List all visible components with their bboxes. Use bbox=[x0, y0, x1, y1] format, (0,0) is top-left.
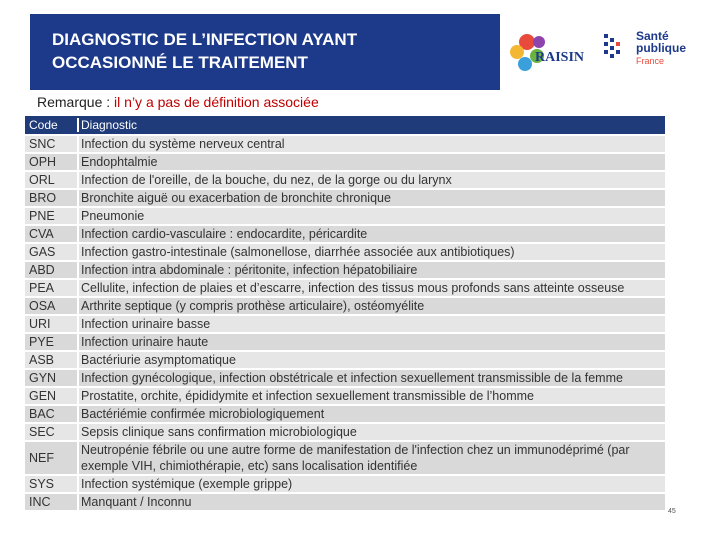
remark-text: il n’y a pas de définition associée bbox=[114, 94, 319, 110]
table-row bbox=[25, 296, 665, 314]
header-diagnostic: Diagnostic bbox=[77, 118, 665, 132]
page-title-line2: OCCASIONNÉ LE TRAITEMENT bbox=[52, 53, 308, 72]
table-row bbox=[25, 152, 665, 170]
table-row bbox=[25, 492, 665, 510]
cell-diagnostic: Prostatite, orchite, épididymite et infection sexuellement transmissible de l’homme bbox=[77, 388, 665, 404]
cell-diagnostic: Bronchite aiguë ou exacerbation de bronchite chronique bbox=[77, 190, 665, 206]
cell-code: PNE bbox=[25, 208, 77, 224]
table-row bbox=[25, 368, 665, 386]
cell-code: GEN bbox=[25, 388, 77, 404]
cell-code: PEA bbox=[25, 280, 77, 296]
cell-code: SEC bbox=[25, 424, 77, 440]
cell-code: URI bbox=[25, 316, 77, 332]
cell-diagnostic: Bactériurie asymptomatique bbox=[77, 352, 665, 368]
cell-diagnostic: Sepsis clinique sans confirmation microbiologique bbox=[77, 424, 665, 440]
table-body bbox=[25, 134, 665, 510]
cell-code: NEF bbox=[25, 442, 77, 474]
table-row bbox=[25, 404, 665, 422]
cell-diagnostic: Infection intra abdominale : péritonite, infection hépatobiliaire bbox=[77, 262, 665, 278]
cell-diagnostic: Infection cardio-vasculaire : endocardite, péricardite bbox=[77, 226, 665, 242]
cell-code: PYE bbox=[25, 334, 77, 350]
table-row bbox=[25, 422, 665, 440]
table-row bbox=[25, 386, 665, 404]
sante-line1: Santé bbox=[636, 29, 669, 43]
cell-diagnostic: Infection urinaire basse bbox=[77, 316, 665, 332]
table-row bbox=[25, 350, 665, 368]
cell-diagnostic: Pneumonie bbox=[77, 208, 665, 224]
cell-code: INC bbox=[25, 494, 77, 510]
raisin-logo-text: RAISIN bbox=[535, 50, 585, 65]
table-header bbox=[25, 116, 665, 134]
table-row bbox=[25, 260, 665, 278]
cell-diagnostic: Arthrite septique (y compris prothèse articulaire), ostéomyélite bbox=[77, 298, 665, 314]
cell-diagnostic: Endophtalmie bbox=[77, 154, 665, 170]
page-title-line1: DIAGNOSTIC DE L’INFECTION AYANT bbox=[52, 30, 358, 49]
sante-line3: France bbox=[636, 56, 665, 66]
sante-publique-text bbox=[636, 30, 686, 67]
cell-diagnostic: Cellulite, infection de plaies et d’escarre, infection des tissus mous profonds sans atteinte osseuse bbox=[77, 280, 665, 296]
remark-prefix: Remarque : bbox=[37, 94, 115, 110]
cell-diagnostic: Infection du système nerveux central bbox=[77, 136, 665, 152]
cell-code: ORL bbox=[25, 172, 77, 188]
table-row bbox=[25, 188, 665, 206]
cell-code: CVA bbox=[25, 226, 77, 242]
cell-code: OPH bbox=[25, 154, 77, 170]
cell-code: SNC bbox=[25, 136, 77, 152]
cell-code: BAC bbox=[25, 406, 77, 422]
table-row bbox=[25, 224, 665, 242]
remark bbox=[37, 94, 319, 110]
cell-diagnostic: Neutropénie fébrile ou une autre forme de manifestation de l'infection chez un immunodéprimé (par exemple VIH, chimiothérapie, etc) sans localisation identifiée bbox=[77, 442, 665, 474]
header-code: Code bbox=[29, 118, 58, 132]
table-row bbox=[25, 242, 665, 260]
cell-code: GYN bbox=[25, 370, 77, 386]
cell-code: SYS bbox=[25, 476, 77, 492]
table-row bbox=[25, 314, 665, 332]
cell-diagnostic: Infection gastro-intestinale (salmonellose, diarrhée associée aux antibiotiques) bbox=[77, 244, 665, 260]
cell-diagnostic: Infection de l'oreille, de la bouche, du nez, de la gorge ou du larynx bbox=[77, 172, 665, 188]
table-row bbox=[25, 278, 665, 296]
diagnostic-table bbox=[25, 116, 665, 510]
cell-diagnostic: Manquant / Inconnu bbox=[77, 494, 665, 510]
cell-diagnostic: Bactériémie confirmée microbiologiquement bbox=[77, 406, 665, 422]
table-row bbox=[25, 134, 665, 152]
cell-code: BRO bbox=[25, 190, 77, 206]
header bbox=[0, 0, 720, 90]
table-row bbox=[25, 332, 665, 350]
cell-code: ASB bbox=[25, 352, 77, 368]
cell-diagnostic: Infection urinaire haute bbox=[77, 334, 665, 350]
page-number: 45 bbox=[668, 508, 676, 515]
cell-code: GAS bbox=[25, 244, 77, 260]
cell-diagnostic: Infection systémique (exemple grippe) bbox=[77, 476, 665, 492]
cell-code: ABD bbox=[25, 262, 77, 278]
cell-diagnostic: Infection gynécologique, infection obstétricale et infection sexuellement transmissible de la femme bbox=[77, 370, 665, 386]
cell-code: OSA bbox=[25, 298, 77, 314]
page-title bbox=[52, 28, 492, 74]
table-row bbox=[25, 474, 665, 492]
raisin-logo bbox=[505, 28, 590, 78]
sante-line2: publique bbox=[636, 41, 686, 55]
table-row bbox=[25, 206, 665, 224]
table-row bbox=[25, 170, 665, 188]
table-row bbox=[25, 440, 665, 474]
